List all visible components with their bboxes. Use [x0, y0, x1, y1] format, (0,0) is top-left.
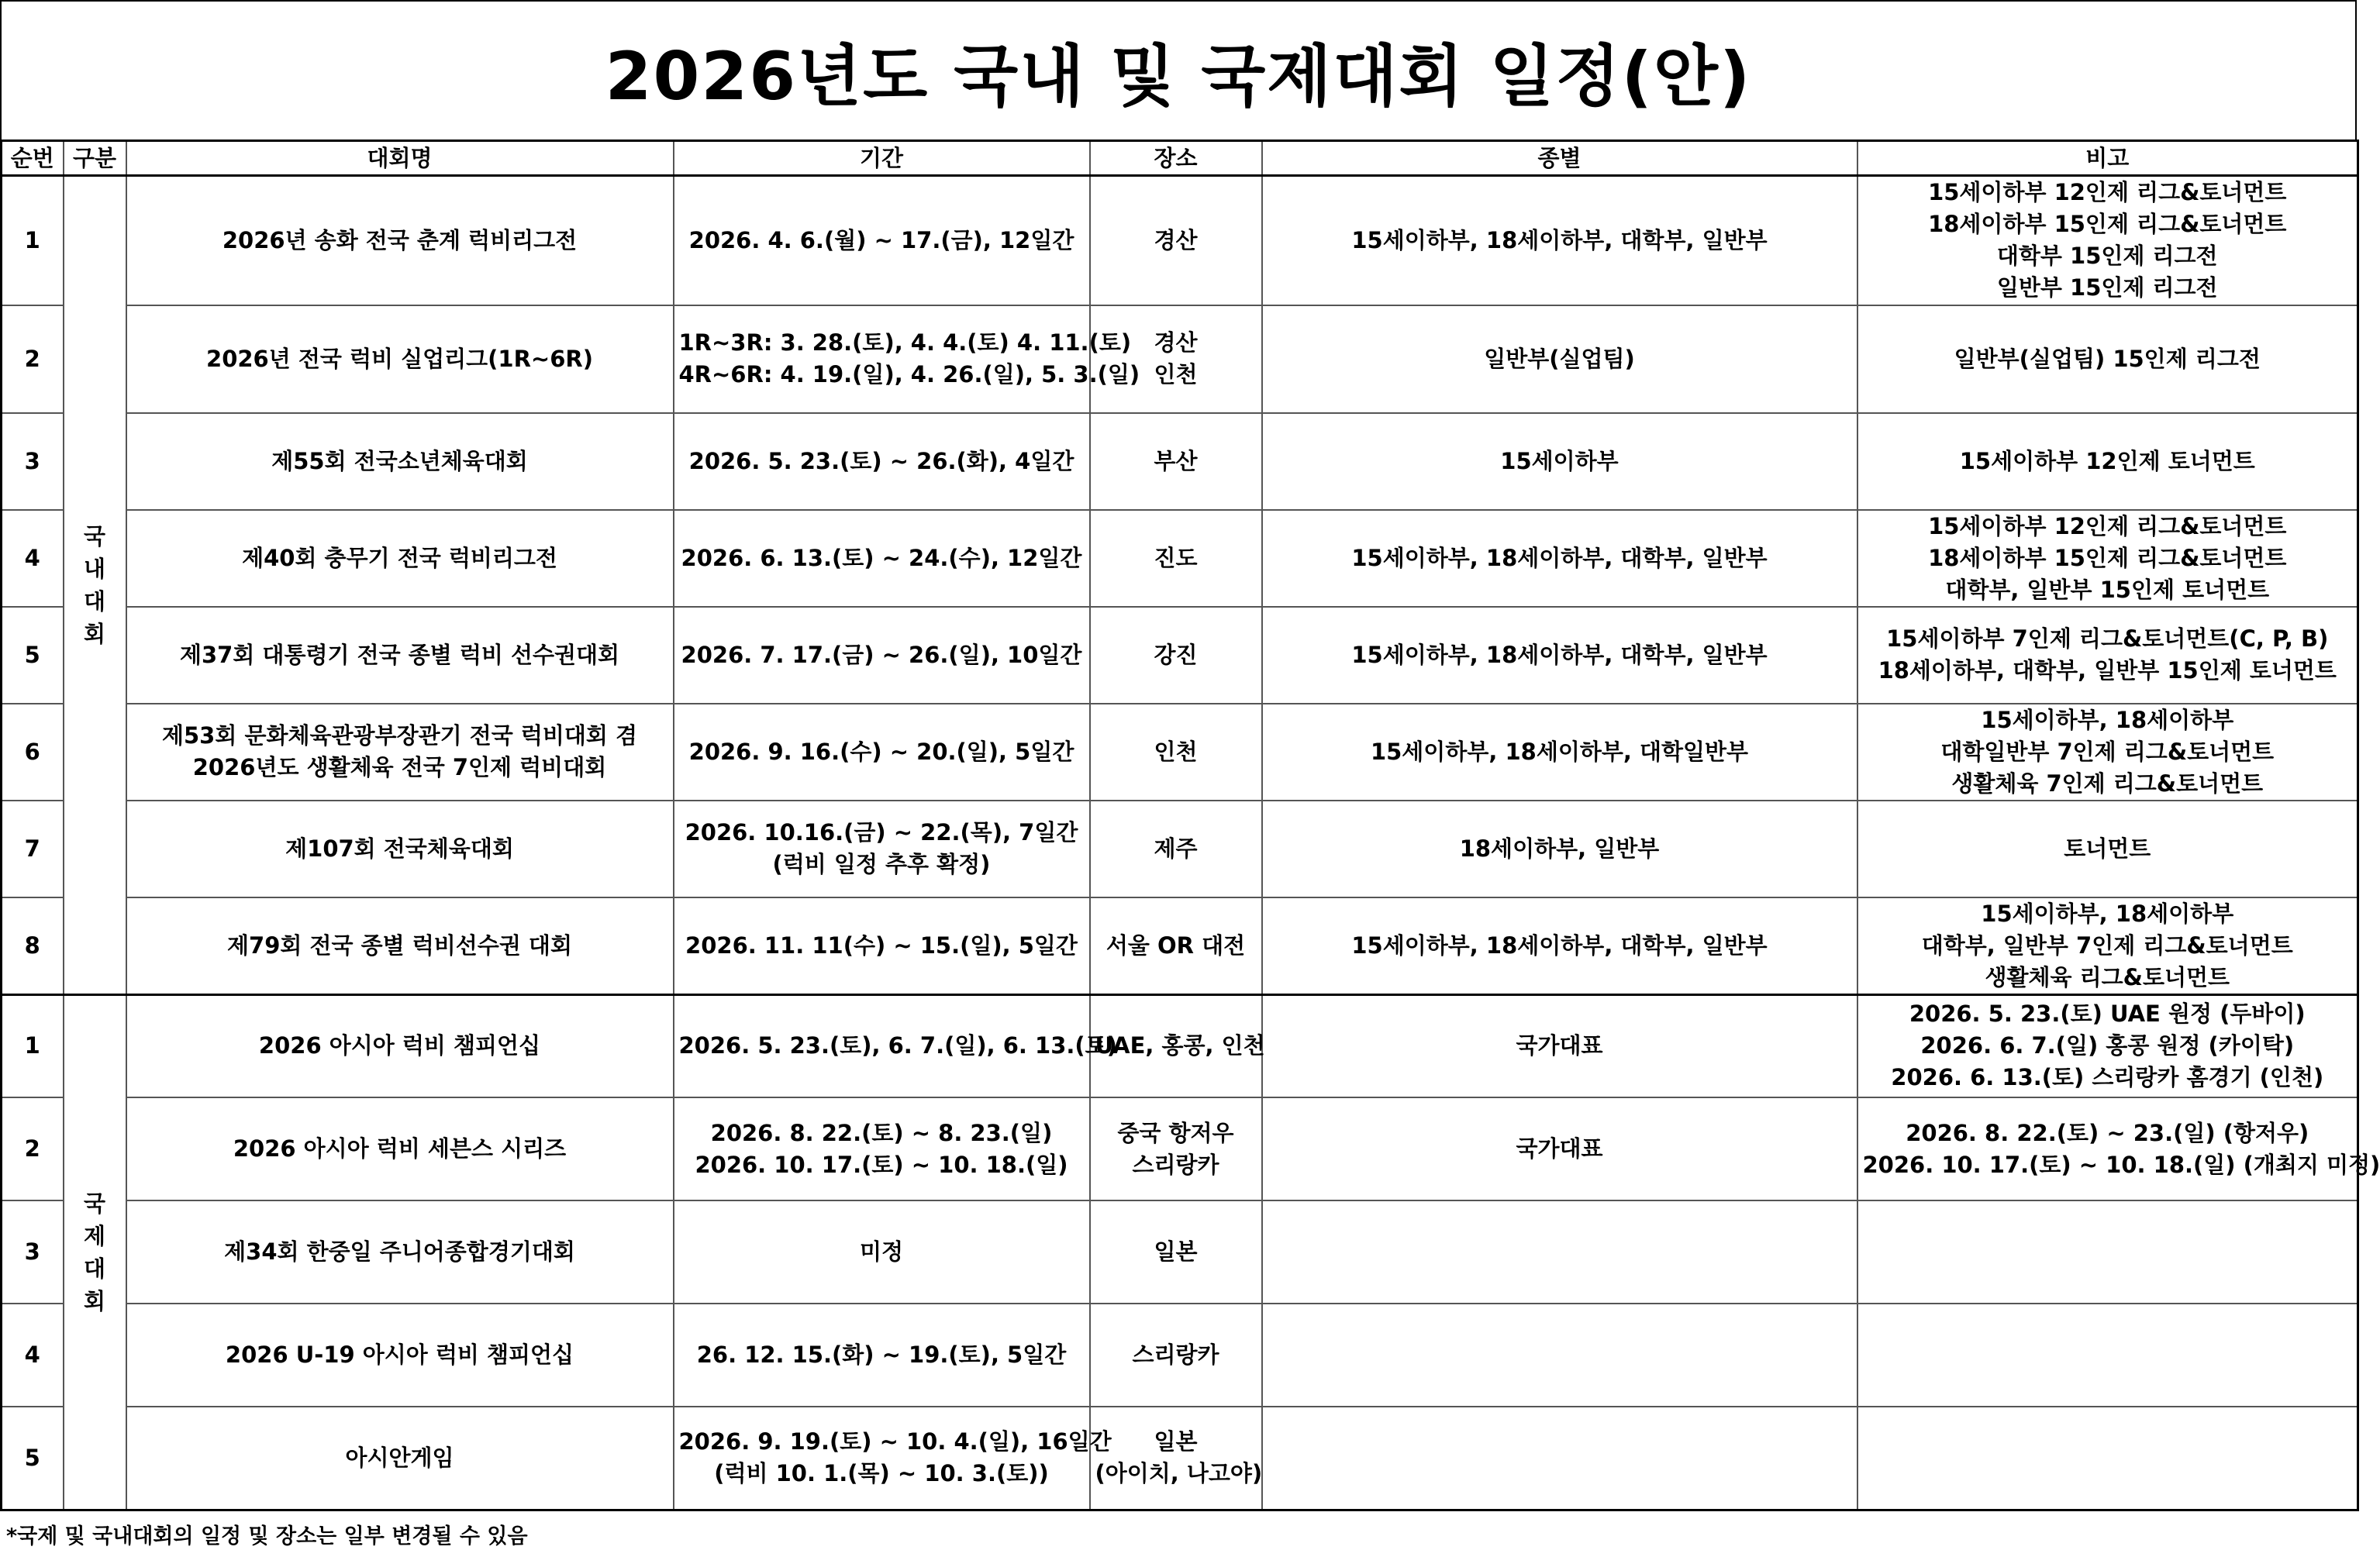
event-remarks-line: 15세이하부 7인제 리그&토너먼트(C, P, B) — [1886, 625, 2329, 652]
event-period — [674, 607, 1090, 704]
event-name-line: 2026 U-19 아시아 럭비 챔피언십 — [225, 1342, 574, 1368]
event-remarks-line: 2026. 10. 17.(토) ~ 10. 18.(일) (개최지 미정) — [1862, 1151, 2380, 1178]
event-category — [1262, 607, 1857, 704]
group-label-char: 국 — [83, 1190, 105, 1217]
schedule-table — [0, 140, 2380, 1511]
event-remarks — [1857, 994, 2358, 1097]
event-name — [126, 801, 674, 897]
event-name-line: 제55회 전국소년체육대회 — [271, 447, 528, 474]
event-name — [126, 1407, 674, 1510]
domestic-table-row — [2, 704, 2358, 801]
event-remarks-line: 대학부, 일반부 7인제 리그&토너먼트 — [1921, 932, 2293, 959]
header-period: 기간 — [674, 141, 1090, 176]
event-period-line: 2026. 6. 13.(토) ~ 24.(수), 12일간 — [681, 544, 1082, 571]
event-name — [126, 607, 674, 704]
event-venue — [1090, 176, 1262, 305]
event-category-line: 일반부(실업팀) — [1484, 345, 1635, 372]
event-period — [674, 1200, 1090, 1304]
row-number: 2 — [2, 1097, 64, 1200]
domestic-table-row — [2, 801, 2358, 897]
event-period-line: 2026. 9. 19.(토) ~ 10. 4.(일), 16일간 — [678, 1428, 1112, 1455]
event-remarks-line: 2026. 5. 23.(토) UAE 원정 (두바이) — [1909, 1001, 2306, 1028]
group-label-char: 국 — [83, 522, 105, 549]
group-label-char: 제 — [83, 1222, 105, 1249]
event-venue — [1090, 1304, 1262, 1407]
event-remarks-line: 18세이하부 15인제 리그&토너먼트 — [1928, 211, 2287, 238]
event-period — [674, 413, 1090, 510]
event-remarks-line: 18세이하부, 대학부, 일반부 15인제 토너먼트 — [1878, 657, 2337, 684]
event-name-line: 제79회 전국 종별 럭비선수권 대회 — [227, 932, 572, 959]
event-name — [126, 176, 674, 305]
row-number: 5 — [2, 607, 64, 704]
event-remarks — [1857, 510, 2358, 607]
event-venue — [1090, 607, 1262, 704]
event-venue-line: 강진 — [1154, 641, 1198, 668]
header-group: 구분 — [64, 141, 126, 176]
group-label-char: 회 — [83, 620, 105, 647]
page-title: 2026년도 국내 및 국제대회 일정(안) — [0, 0, 2357, 140]
event-venue — [1090, 413, 1262, 510]
event-venue-line: 진도 — [1154, 544, 1198, 571]
event-category — [1262, 1407, 1857, 1510]
event-category — [1262, 510, 1857, 607]
event-period-line: 2026. 9. 16.(수) ~ 20.(일), 5일간 — [688, 738, 1074, 765]
event-period — [674, 801, 1090, 897]
event-venue — [1090, 510, 1262, 607]
domestic-table-row — [2, 176, 2358, 305]
event-remarks-line: 15세이하부, 18세이하부 — [1981, 706, 2234, 733]
event-name — [126, 897, 674, 995]
event-period-line: 4R~6R: 4. 19.(일), 4. 26.(일), 5. 3.(일) — [678, 361, 1140, 388]
event-category-line: 15세이하부, 18세이하부, 대학부, 일반부 — [1351, 544, 1768, 571]
event-name-line: 2026년 송화 전국 춘계 럭비리그전 — [222, 226, 578, 253]
event-name — [126, 1097, 674, 1200]
event-period-line: 2026. 8. 22.(토) ~ 8. 23.(일) — [710, 1119, 1053, 1146]
event-venue — [1090, 994, 1265, 1097]
event-venue — [1090, 1407, 1262, 1510]
event-venue — [1090, 305, 1262, 413]
event-category — [1262, 305, 1857, 413]
row-number: 8 — [2, 897, 64, 995]
event-category — [1262, 1304, 1857, 1407]
event-category — [1262, 413, 1857, 510]
row-number: 3 — [2, 413, 64, 510]
group-label-char: 내 — [83, 555, 105, 582]
event-remarks-line: 생활체육 리그&토너먼트 — [1985, 963, 2230, 990]
group-label-char: 대 — [83, 587, 105, 615]
event-remarks-line: 일반부(실업팀) 15인제 리그전 — [1954, 345, 2261, 372]
event-remarks — [1857, 176, 2358, 305]
event-venue-line: 일본 — [1154, 1428, 1198, 1455]
event-remarks-line: 대학일반부 7인제 리그&토너먼트 — [1940, 738, 2275, 765]
event-remarks-line: 15세이하부 12인제 토너먼트 — [1959, 447, 2255, 474]
event-venue-line: (아이치, 나고야) — [1095, 1460, 1263, 1487]
event-remarks — [1857, 897, 2358, 995]
event-venue-line: 중국 항저우 — [1117, 1119, 1234, 1146]
event-period-line: 2026. 10.16.(금) ~ 22.(목), 7일간 — [685, 819, 1078, 846]
event-remarks-line: 2026. 8. 22.(토) ~ 23.(일) (항저우) — [1906, 1119, 2309, 1146]
event-remarks — [1857, 801, 2358, 897]
event-period — [674, 1407, 1112, 1510]
event-name — [126, 510, 674, 607]
event-name-line: 제40회 충무기 전국 럭비리그전 — [242, 544, 557, 571]
event-period-line: 2026. 4. 6.(월) ~ 17.(금), 12일간 — [688, 226, 1074, 253]
header-remarks: 비고 — [1857, 141, 2358, 176]
domestic-table-row — [2, 510, 2358, 607]
event-remarks-line: 15세이하부, 18세이하부 — [1981, 900, 2234, 927]
row-number: 4 — [2, 1304, 64, 1407]
event-name-line: 제53회 문화체육관광부장관기 전국 럭비대회 겸 — [161, 722, 637, 749]
event-category — [1262, 176, 1857, 305]
event-name-line: 제107회 전국체육대회 — [285, 835, 514, 862]
event-name — [126, 704, 674, 801]
event-venue — [1090, 1097, 1262, 1200]
event-category-line: 15세이하부, 18세이하부, 대학일반부 — [1370, 738, 1749, 765]
event-name — [126, 1304, 674, 1407]
table-body — [2, 176, 2380, 1510]
event-remarks-line: 2026. 6. 7.(일) 홍콩 원정 (카이탁) — [1920, 1032, 2295, 1059]
event-venue-line: 제주 — [1154, 835, 1198, 862]
footnote: *국제 및 국내대회의 일정 및 장소는 일부 변경될 수 있음 — [6, 1524, 528, 1548]
event-period-line: 1R~3R: 3. 28.(토), 4. 4.(토) 4. 11.(토) — [678, 329, 1132, 356]
event-category-line: 국가대표 — [1516, 1135, 1603, 1162]
event-remarks — [1857, 305, 2358, 413]
event-category — [1262, 994, 1857, 1097]
event-period — [674, 1304, 1090, 1407]
event-period-line: 미정 — [859, 1238, 904, 1265]
event-category — [1262, 897, 1857, 995]
event-category-line: 국가대표 — [1516, 1032, 1603, 1059]
event-venue-line: 인천 — [1154, 361, 1198, 388]
event-venue-line: 경산 — [1154, 226, 1198, 253]
event-remarks-line: 대학부, 일반부 15인제 토너먼트 — [1945, 576, 2270, 603]
event-remarks — [1857, 413, 2358, 510]
event-remarks — [1857, 1304, 2358, 1407]
event-period — [674, 176, 1090, 305]
event-remarks — [1857, 607, 2358, 704]
row-number: 7 — [2, 801, 64, 897]
event-name — [126, 305, 674, 413]
event-period-line: 26. 12. 15.(화) ~ 19.(토), 5일간 — [696, 1342, 1067, 1368]
row-number: 6 — [2, 704, 64, 801]
event-period — [674, 1097, 1090, 1200]
event-name-line: 2026 아시아 럭비 세븐스 시리즈 — [233, 1135, 567, 1162]
header-name: 대회명 — [126, 141, 674, 176]
event-category — [1262, 801, 1857, 897]
event-category-line: 15세이하부, 18세이하부, 대학부, 일반부 — [1351, 641, 1768, 668]
event-venue-line: 서울 OR 대전 — [1105, 932, 1246, 959]
event-category — [1262, 1097, 1857, 1200]
international-table-row — [2, 1200, 2358, 1304]
event-remarks-line: 일반부 15인제 리그전 — [1996, 274, 2218, 301]
international-table-row — [2, 1097, 2358, 1200]
event-venue — [1090, 1200, 1262, 1304]
event-remarks-line: 15세이하부 12인제 리그&토너먼트 — [1928, 512, 2287, 539]
event-venue-line: 인천 — [1154, 738, 1198, 765]
event-venue-line: 경산 — [1154, 329, 1198, 356]
event-venue — [1090, 897, 1262, 995]
international-group-label — [64, 994, 126, 1510]
event-remarks-line: 생활체육 7인제 리그&토너먼트 — [1951, 770, 2264, 797]
event-remarks-line: 2026. 6. 13.(토) 스리랑카 홈경기 (인천) — [1891, 1064, 2324, 1091]
event-period-line: 2026. 10. 17.(토) ~ 10. 18.(일) — [695, 1151, 1068, 1178]
domestic-table-row — [2, 897, 2358, 995]
event-name — [126, 994, 674, 1097]
event-name-line: 2026년도 생활체육 전국 7인제 럭비대회 — [192, 754, 607, 780]
event-venue-line: 일본 — [1154, 1238, 1198, 1265]
event-period-line: 2026. 7. 17.(금) ~ 26.(일), 10일간 — [681, 641, 1082, 668]
event-category — [1262, 1200, 1857, 1304]
header-no: 순번 — [2, 141, 64, 176]
event-period-line: (럭비 10. 1.(목) ~ 10. 3.(토)) — [714, 1460, 1049, 1487]
event-name-line: 2026 아시아 럭비 챔피언십 — [258, 1032, 541, 1059]
event-category-line: 15세이하부, 18세이하부, 대학부, 일반부 — [1351, 226, 1768, 253]
event-period-line: 2026. 11. 11(수) ~ 15.(일), 5일간 — [685, 932, 1078, 959]
event-period — [674, 510, 1090, 607]
event-period — [674, 305, 1140, 413]
event-remarks — [1857, 1097, 2380, 1200]
event-period — [674, 704, 1090, 801]
event-category-line: 15세이하부, 18세이하부, 대학부, 일반부 — [1351, 932, 1768, 959]
event-name-line: 제34회 한중일 주니어종합경기대회 — [224, 1238, 575, 1265]
event-remarks-line: 토너먼트 — [2064, 835, 2151, 862]
domestic-table-row — [2, 413, 2358, 510]
event-remarks — [1857, 704, 2358, 801]
event-venue-line: 스리랑카 — [1132, 1151, 1219, 1178]
event-remarks — [1857, 1200, 2358, 1304]
event-remarks-line: 15세이하부 12인제 리그&토너먼트 — [1928, 179, 2287, 206]
event-period — [674, 897, 1090, 995]
event-name-line: 제37회 대통령기 전국 종별 럭비 선수권대회 — [179, 641, 620, 668]
event-period-line: 2026. 5. 23.(토), 6. 7.(일), 6. 13.(토) — [678, 1032, 1117, 1059]
event-remarks — [1857, 1407, 2358, 1510]
event-category — [1262, 704, 1857, 801]
domestic-table-row — [2, 305, 2358, 413]
header-venue: 장소 — [1090, 141, 1262, 176]
international-table-row — [2, 1407, 2358, 1510]
event-period-line: (럭비 일정 추후 확정) — [772, 851, 991, 877]
event-venue-line: 부산 — [1154, 447, 1198, 474]
event-name — [126, 413, 674, 510]
row-number: 5 — [2, 1407, 64, 1510]
row-number: 4 — [2, 510, 64, 607]
event-venue — [1090, 801, 1262, 897]
event-category-line: 15세이하부 — [1500, 447, 1619, 474]
event-venue-line: 스리랑카 — [1132, 1342, 1219, 1368]
event-category-line: 18세이하부, 일반부 — [1459, 835, 1660, 862]
row-number: 3 — [2, 1200, 64, 1304]
group-label-char: 회 — [83, 1287, 105, 1314]
event-period — [674, 994, 1117, 1097]
event-venue — [1090, 704, 1262, 801]
event-venue-line: UAE, 홍콩, 인천 — [1095, 1032, 1265, 1059]
event-name-line: 아시안게임 — [345, 1444, 454, 1471]
event-name-line: 2026년 전국 럭비 실업리그(1R~6R) — [206, 345, 593, 372]
group-label-char: 대 — [83, 1255, 105, 1282]
international-table-row — [2, 1304, 2358, 1407]
table-header-row — [2, 141, 2358, 176]
event-remarks-line: 18세이하부 15인제 리그&토너먼트 — [1928, 544, 2287, 571]
international-table-row — [2, 994, 2358, 1097]
domestic-table-row — [2, 607, 2358, 704]
row-number: 1 — [2, 176, 64, 305]
domestic-group-label — [64, 176, 126, 995]
row-number: 1 — [2, 994, 64, 1097]
row-number: 2 — [2, 305, 64, 413]
event-period-line: 2026. 5. 23.(토) ~ 26.(화), 4일간 — [688, 447, 1074, 474]
event-name — [126, 1200, 674, 1304]
event-remarks-line: 대학부 15인제 리그전 — [1996, 243, 2218, 270]
header-category: 종별 — [1262, 141, 1857, 176]
